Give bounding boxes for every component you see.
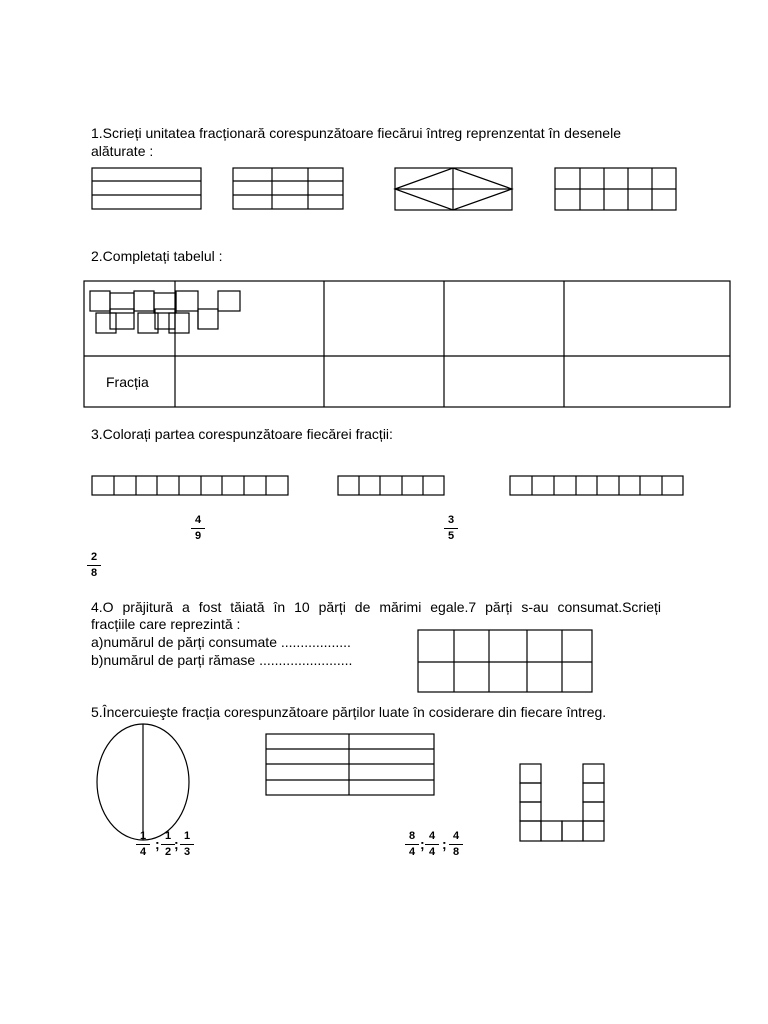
fraction-denominator: 3	[183, 846, 191, 858]
ex5-circle	[97, 724, 189, 840]
ex4-item-a: a)numărul de părți consumate ..................	[91, 634, 351, 650]
ex1-line2: alăturate :	[91, 143, 154, 159]
ex3-fraction-3-5	[444, 514, 458, 543]
ex5-option-4-8	[449, 830, 463, 859]
ex1-shape-grid-9	[233, 168, 343, 209]
ex5-u-shape	[520, 764, 604, 841]
ex2-squares-figure	[90, 291, 240, 333]
fraction-numerator: 1	[136, 830, 150, 845]
fraction-denominator: 2	[164, 846, 172, 858]
fraction-denominator: 8	[452, 846, 460, 858]
ex5-option-8-4	[405, 830, 419, 859]
fraction-denominator: 4	[139, 846, 147, 858]
fraction-separator: ;	[442, 836, 447, 852]
ex3-title: 3.Colorați partea corespunzătoare fiecărei fracții:	[91, 426, 393, 442]
ex1-shape-grid-10	[555, 168, 676, 210]
fraction-separator: ;	[155, 836, 160, 852]
ex5-option-1-4	[136, 830, 150, 859]
ex3-fraction-4-9	[191, 514, 205, 543]
ex3-strip-8	[510, 476, 683, 495]
ex5-option-4-4	[425, 830, 439, 859]
ex1-shape-diamond	[395, 168, 512, 210]
ex5-option-1-3	[180, 830, 194, 859]
fraction-numerator: 4	[191, 514, 205, 529]
ex5-title: 5.Încercuieşte fracția corespunzătoare părților luate în cosiderare din fiecare întreg.	[91, 704, 607, 720]
ex3-strip-5	[338, 476, 444, 495]
fraction-denominator: 4	[408, 846, 416, 858]
ex2-title: 2.Completați tabelul :	[91, 248, 223, 264]
ex4-line2: fracțiile care reprezintă :	[91, 616, 241, 632]
ex2-table	[84, 281, 730, 407]
fraction-numerator: 3	[444, 514, 458, 529]
fraction-numerator: 2	[87, 551, 101, 566]
fraction-numerator: 1	[180, 830, 194, 845]
ex4-item-b: b)numărul de parți rămase ........................	[91, 652, 353, 668]
fraction-numerator: 1	[161, 830, 175, 845]
fraction-denominator: 4	[428, 846, 436, 858]
fraction-separator: ;	[420, 836, 425, 852]
ex1-line1: 1.Scrieți unitatea fracționară corespunzătoare fiecărui întreg reprenzentat în desenele	[91, 125, 621, 141]
ex3-strip-9	[92, 476, 288, 495]
fraction-denominator: 8	[90, 567, 98, 579]
ex4-line1: 4.O prăjitură a fost tăiată în 10 părți de mărimi egale.7 părți s-au consumat.Scrieți	[91, 599, 661, 615]
fraction-denominator: 9	[194, 530, 202, 542]
ex5-rect-grid	[266, 734, 434, 795]
fraction-numerator: 4	[425, 830, 439, 845]
ex1-shape-strips-3	[92, 168, 201, 209]
fraction-denominator: 5	[447, 530, 455, 542]
ex2-row-label: Fracția	[106, 374, 149, 390]
ex5-option-1-2	[161, 830, 175, 859]
ex4-cake-grid	[418, 630, 592, 692]
fraction-numerator: 8	[405, 830, 419, 845]
fraction-numerator: 4	[449, 830, 463, 845]
ex3-fraction-2-8	[87, 551, 101, 580]
fraction-separator: ;	[174, 836, 179, 852]
